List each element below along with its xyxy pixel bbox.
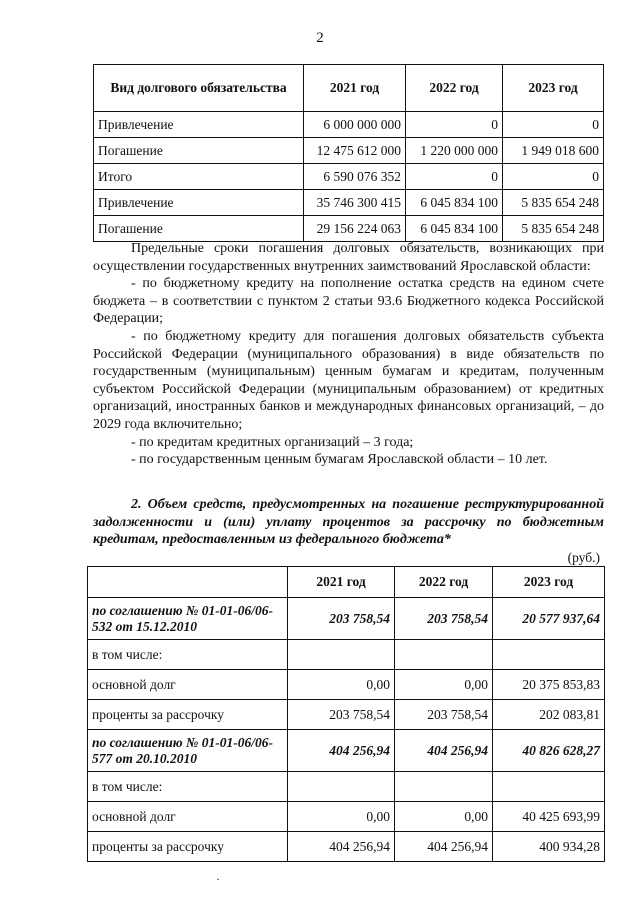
value-cell: 20 577 937,64 <box>493 598 605 640</box>
table-row <box>94 138 604 164</box>
value-cell <box>395 640 493 670</box>
value-cell <box>493 640 605 670</box>
row-label-cell: Итого <box>94 164 304 190</box>
paragraph: - по бюджетному кредиту для погашения долговых обязательств субъекта Российской Федерации (муниципального образования) в виде обязательств по государственным (муниципальным) ценным бумагам и кредитам, полученным субъектом Российской Федерации (муниципальным образованием) от кредитных организаций, иностранных банков и международных финансовых организаций, – до 2029 года включительно; <box>93 328 604 432</box>
value-cell <box>288 772 395 802</box>
table-row <box>88 670 605 700</box>
value-cell <box>493 772 605 802</box>
paragraph: - по кредитам кредитных организаций – 3 года; <box>131 434 414 450</box>
table-row <box>94 164 604 190</box>
table-row <box>88 598 605 640</box>
value-cell: 203 758,54 <box>288 598 395 640</box>
row-label-cell: Привлечение <box>94 112 304 138</box>
paragraph: - по государственным ценным бумагам Ярославской области – 10 лет. <box>131 452 548 468</box>
value-cell: 404 256,94 <box>288 832 395 862</box>
table-header-row <box>88 567 605 598</box>
value-cell: 5 835 654 248 <box>503 216 604 242</box>
debt-obligations-table <box>93 64 604 242</box>
value-cell: 29 156 224 063 <box>304 216 406 242</box>
value-cell <box>395 772 493 802</box>
value-cell: 0,00 <box>288 670 395 700</box>
value-cell: 0 <box>406 164 503 190</box>
value-cell: 12 475 612 000 <box>304 138 406 164</box>
row-label-cell: проценты за рассрочку <box>88 700 288 730</box>
value-cell: 203 758,54 <box>395 700 493 730</box>
value-cell: 0 <box>406 112 503 138</box>
header-cell: 2021 год <box>288 567 395 598</box>
table-header-row <box>94 65 604 112</box>
table-row <box>88 730 605 772</box>
row-label-cell: по соглашению № 01-01-06/06-577 от 20.10.2010 <box>88 730 288 772</box>
units-label: (руб.) <box>567 550 600 565</box>
header-cell: Вид долгового обязательства <box>94 65 304 112</box>
value-cell: 0 <box>503 164 604 190</box>
row-label-cell: Погашение <box>94 138 304 164</box>
value-cell: 0,00 <box>395 802 493 832</box>
value-cell: 404 256,94 <box>395 832 493 862</box>
value-cell: 6 590 076 352 <box>304 164 406 190</box>
value-cell: 0,00 <box>395 670 493 700</box>
table-row <box>94 112 604 138</box>
row-label-cell: проценты за рассрочку <box>88 832 288 862</box>
header-cell: 2023 год <box>493 567 605 598</box>
value-cell: 1 949 018 600 <box>503 138 604 164</box>
header-cell: 2022 год <box>406 65 503 112</box>
value-cell: 400 934,28 <box>493 832 605 862</box>
paragraph: Предельные сроки погашения долговых обязательств, возникающих при осуществлении государственных внутренних заимствований Ярославской области: <box>93 241 604 274</box>
value-cell: 6 045 834 100 <box>406 216 503 242</box>
row-label-cell: основной долг <box>88 802 288 832</box>
borrowing-terms-text <box>93 240 604 469</box>
header-cell <box>88 567 288 598</box>
value-cell: 5 835 654 248 <box>503 190 604 216</box>
value-cell: 202 083,81 <box>493 700 605 730</box>
table-row <box>88 640 605 670</box>
table-row <box>88 802 605 832</box>
row-label-cell: в том числе: <box>88 640 288 670</box>
value-cell: 1 220 000 000 <box>406 138 503 164</box>
value-cell: 6 000 000 000 <box>304 112 406 138</box>
row-label-cell: Погашение <box>94 216 304 242</box>
row-label-cell: Привлечение <box>94 190 304 216</box>
value-cell: 404 256,94 <box>288 730 395 772</box>
row-label-cell: по соглашению № 01-01-06/06-532 от 15.12.2010 <box>88 598 288 640</box>
restructured-debt-table <box>87 566 605 862</box>
value-cell: 40 425 693,99 <box>493 802 605 832</box>
footer-mark: · <box>216 872 220 886</box>
value-cell: 20 375 853,83 <box>493 670 605 700</box>
header-cell: 2023 год <box>503 65 604 112</box>
row-label-cell: основной долг <box>88 670 288 700</box>
value-cell: 203 758,54 <box>288 700 395 730</box>
value-cell: 35 746 300 415 <box>304 190 406 216</box>
table-row <box>88 832 605 862</box>
table-row <box>94 190 604 216</box>
value-cell: 203 758,54 <box>395 598 493 640</box>
paragraph: - по бюджетному кредиту на пополнение остатка средств на едином счете бюджета – в соответствии с пунктом 2 статьи 93.6 Бюджетного кодекса Российской Федерации; <box>93 276 604 327</box>
value-cell: 0,00 <box>288 802 395 832</box>
section-heading: 2. Объем средств, предусмотренных на погашение реструктурированной задолженности и (или) уплату процентов за рассрочку по бюджетным кредитам, предоставленным из федерального бюджета* <box>93 497 604 548</box>
header-cell: 2021 год <box>304 65 406 112</box>
table-row <box>88 700 605 730</box>
value-cell: 0 <box>503 112 604 138</box>
page-number: 2 <box>316 30 324 46</box>
value-cell: 40 826 628,27 <box>493 730 605 772</box>
table-row <box>88 772 605 802</box>
header-cell: 2022 год <box>395 567 493 598</box>
value-cell: 6 045 834 100 <box>406 190 503 216</box>
table-row <box>94 216 604 242</box>
row-label-cell: в том числе: <box>88 772 288 802</box>
value-cell: 404 256,94 <box>395 730 493 772</box>
value-cell <box>288 640 395 670</box>
